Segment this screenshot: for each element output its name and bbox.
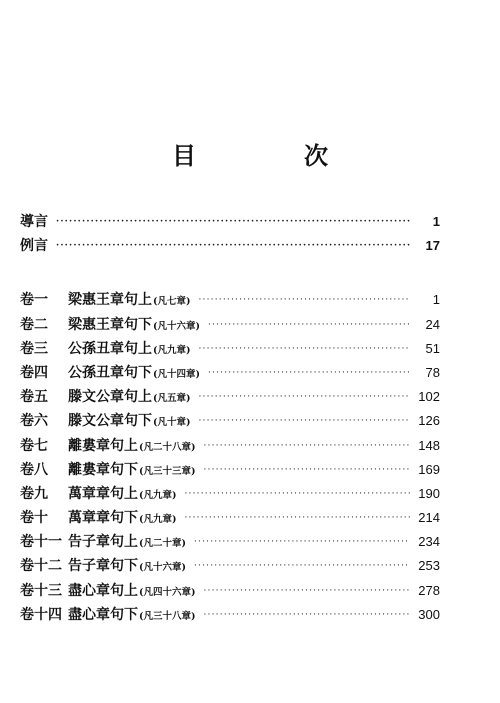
toc-entry-chapter-10[interactable] xyxy=(20,506,440,530)
dot-leader xyxy=(185,482,411,506)
toc-entry-chapter-3[interactable] xyxy=(20,337,440,361)
chapter-title: 梁惠王章句上 xyxy=(68,292,152,309)
volume-number: 卷十四 xyxy=(20,606,62,623)
chapter-title: 梁惠王章句下 xyxy=(68,316,152,333)
dot-leader xyxy=(194,530,410,554)
volume-number: 卷四 xyxy=(20,364,48,381)
chapter-title: 公孫丑章句下 xyxy=(68,364,152,381)
entry-page-number: 1 xyxy=(432,214,440,229)
dot-leader xyxy=(185,506,411,530)
entry-page-number: 102 xyxy=(418,389,440,405)
toc-entry-chapter-8[interactable] xyxy=(20,458,440,482)
toc-list xyxy=(20,210,440,627)
dot-leader xyxy=(56,234,410,258)
volume-number: 卷一 xyxy=(20,292,48,309)
volume-number: 卷五 xyxy=(20,389,48,406)
chapter-count-note: (凡三十八章) xyxy=(139,610,196,622)
entry-page-number: 300 xyxy=(418,606,440,622)
volume-number: 卷十二 xyxy=(20,558,62,575)
toc-entry-chapter-11[interactable] xyxy=(20,530,440,554)
chapter-title: 告子章句上 xyxy=(68,534,138,551)
toc-entry-chapter-12[interactable] xyxy=(20,554,440,578)
dot-leader xyxy=(208,361,410,385)
toc-entry-chapter-13[interactable] xyxy=(20,579,440,603)
entry-page-number: 17 xyxy=(425,238,440,254)
chapter-title: 離婁章句上 xyxy=(68,437,138,454)
chapter-count-note: (凡四十六章) xyxy=(139,586,196,598)
chapter-count-note: (凡五章) xyxy=(153,393,191,405)
chapter-count-note: (凡九章) xyxy=(153,344,191,356)
entry-page-number: 1 xyxy=(432,292,440,308)
entry-page-number: 51 xyxy=(425,340,440,356)
volume-number: 卷十三 xyxy=(20,582,62,599)
toc-entry-chapter-4[interactable] xyxy=(20,361,440,385)
chapter-title: 盡心章句上 xyxy=(68,582,138,599)
entry-label: 例言 xyxy=(20,238,48,255)
toc-entry-intro[interactable] xyxy=(20,210,440,234)
toc-entry-chapter-7[interactable] xyxy=(20,434,440,458)
chapter-title: 萬章章句上 xyxy=(68,485,138,502)
toc-entry-chapter-1[interactable] xyxy=(20,288,440,312)
toc-entry-chapter-14[interactable] xyxy=(20,603,440,627)
entry-page-number: 190 xyxy=(418,485,440,501)
dot-leader xyxy=(199,337,411,361)
chapter-count-note: (凡十四章) xyxy=(153,368,200,380)
chapter-title: 滕文公章句下 xyxy=(68,413,152,430)
volume-number: 卷二 xyxy=(20,316,48,333)
dot-leader xyxy=(199,385,411,409)
entry-page-number: 126 xyxy=(418,413,440,429)
volume-number: 卷九 xyxy=(20,485,48,502)
page-title: 目 次 xyxy=(172,141,370,170)
chapter-count-note: (凡九章) xyxy=(139,514,177,526)
chapter-title: 告子章句下 xyxy=(68,558,138,575)
toc-entry-chapter-9[interactable] xyxy=(20,482,440,506)
entry-page-number: 214 xyxy=(418,510,440,526)
chapter-title: 滕文公章句上 xyxy=(68,389,152,406)
entry-page-number: 148 xyxy=(418,437,440,453)
chapter-title: 萬章章句下 xyxy=(68,510,138,527)
toc-entry-chapter-5[interactable] xyxy=(20,385,440,409)
chapter-count-note: (凡十六章) xyxy=(153,320,200,332)
toc-entry-conventions[interactable] xyxy=(20,234,440,258)
chapter-title: 公孫丑章句上 xyxy=(68,340,152,357)
chapter-count-note: (凡十六章) xyxy=(139,562,186,574)
section-gap xyxy=(20,258,440,288)
chapter-count-note: (凡十章) xyxy=(153,417,191,429)
volume-number: 卷十 xyxy=(20,510,48,527)
entry-page-number: 169 xyxy=(418,461,440,477)
chapter-count-note: (凡二十八章) xyxy=(139,441,196,453)
chapter-title: 盡心章句下 xyxy=(68,606,138,623)
dot-leader xyxy=(208,313,410,337)
dot-leader xyxy=(199,288,411,312)
entry-page-number: 278 xyxy=(418,582,440,598)
chapter-title: 離婁章句下 xyxy=(68,461,138,478)
entry-page-number: 253 xyxy=(418,558,440,574)
chapter-count-note: (凡二十章) xyxy=(139,538,186,550)
dot-leader xyxy=(194,554,410,578)
dot-leader xyxy=(199,409,411,433)
toc-entry-chapter-2[interactable] xyxy=(20,313,440,337)
volume-number: 卷六 xyxy=(20,413,48,430)
dot-leader xyxy=(56,210,410,234)
chapter-count-note: (凡七章) xyxy=(153,296,191,308)
chapter-count-note: (凡九章) xyxy=(139,489,177,501)
entry-page-number: 24 xyxy=(425,316,440,332)
volume-number: 卷七 xyxy=(20,437,48,454)
dot-leader xyxy=(204,458,411,482)
entry-label: 導言 xyxy=(20,214,48,230)
volume-number: 卷十一 xyxy=(20,534,62,551)
entry-page-number: 234 xyxy=(418,534,440,550)
dot-leader xyxy=(204,603,411,627)
dot-leader xyxy=(204,579,411,603)
dot-leader xyxy=(204,434,411,458)
entry-page-number: 78 xyxy=(425,364,440,380)
chapter-count-note: (凡三十三章) xyxy=(139,465,196,477)
volume-number: 卷八 xyxy=(20,461,48,478)
toc-entry-chapter-6[interactable] xyxy=(20,409,440,433)
volume-number: 卷三 xyxy=(20,340,48,357)
